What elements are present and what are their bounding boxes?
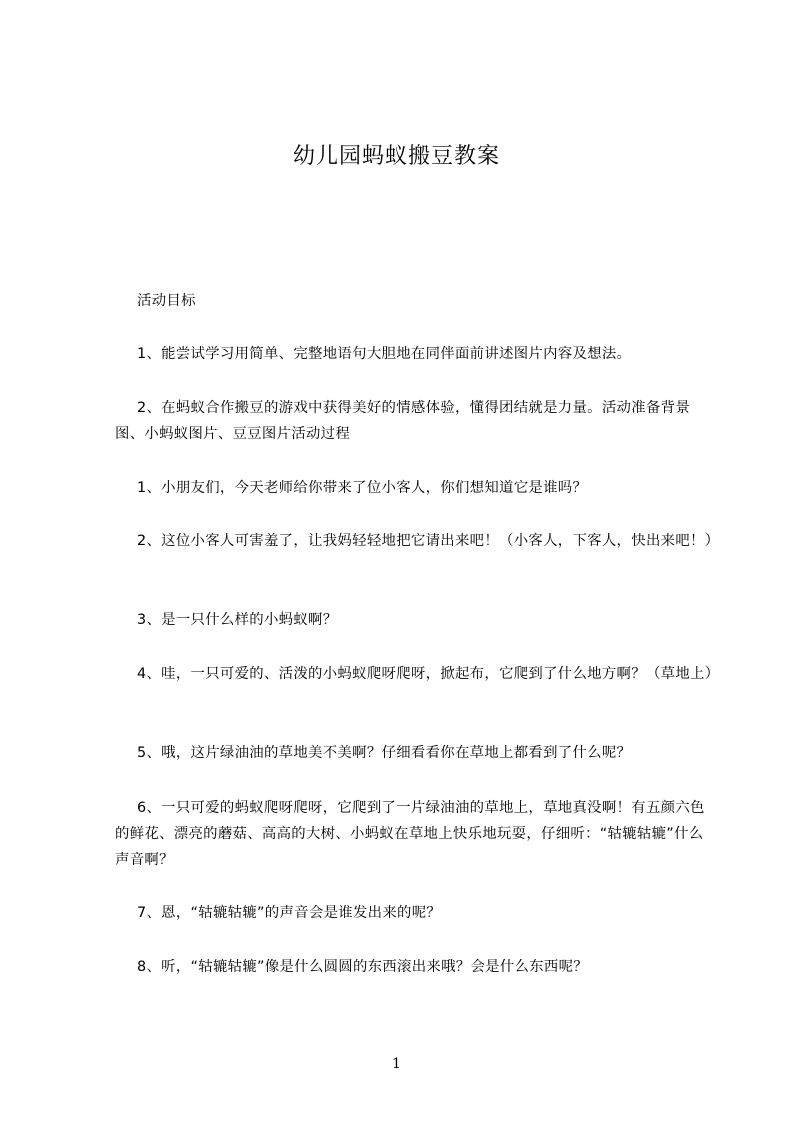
paragraph-process-4: 4、哇，一只可爱的、活泼的小蚂蚁爬呀爬呀，掀起布，它爬到了什么地方啊？（草地上）: [137, 666, 720, 682]
paragraph-process-8: 8、听，“轱辘轱辘”像是什么圆圆的东西滚出来哦？会是什么东西呢？: [137, 959, 588, 975]
page-number: 1: [392, 1056, 401, 1072]
paragraph-process-2: 2、这位小客人可害羞了，让我妈轻轻地把它请出来吧！（小客人，下客人，快出来吧！）: [137, 533, 720, 549]
paragraph-goal-1: 1、能尝试学习用简单、完整地语句大胆地在同伴面前讲述图片内容及想法。: [137, 346, 632, 362]
document-title: 幼儿园蚂蚁搬豆教案: [292, 144, 500, 169]
paragraph-process-3: 3、是一只什么样的小蚂蚁啊？: [137, 612, 338, 628]
paragraph-process-6: 6、一只可爱的蚂蚁爬呀爬呀，它爬到了一片绿油油的草地上，草地真没啊！有五颜六色的鲜花、漂亮的蘑菇、高高的大树、小蚂蚁在草地上快乐地玩耍，仔细听：“轱辘轱辘”什么声音啊？: [115, 800, 705, 868]
paragraph-process-7: 7、恩，“轱辘轱辘”的声音会是谁发出来的呢？: [137, 905, 442, 921]
paragraph-activity-goal: 活动目标: [137, 293, 196, 309]
paragraph-goal-2: 2、在蚂蚁合作搬豆的游戏中获得美好的情感体验，懂得团结就是力量。活动准备背景图、小蚂蚁图片、豆豆图片活动过程: [115, 400, 691, 442]
paragraph-process-5: 5、哦，这片绿油油的草地美不美啊？仔细看看你在草地上都看到了什么呢？: [137, 745, 632, 761]
paragraph-process-1: 1、小朋友们，今天老师给你带来了位小客人，你们想知道它是谁吗？: [137, 480, 588, 496]
